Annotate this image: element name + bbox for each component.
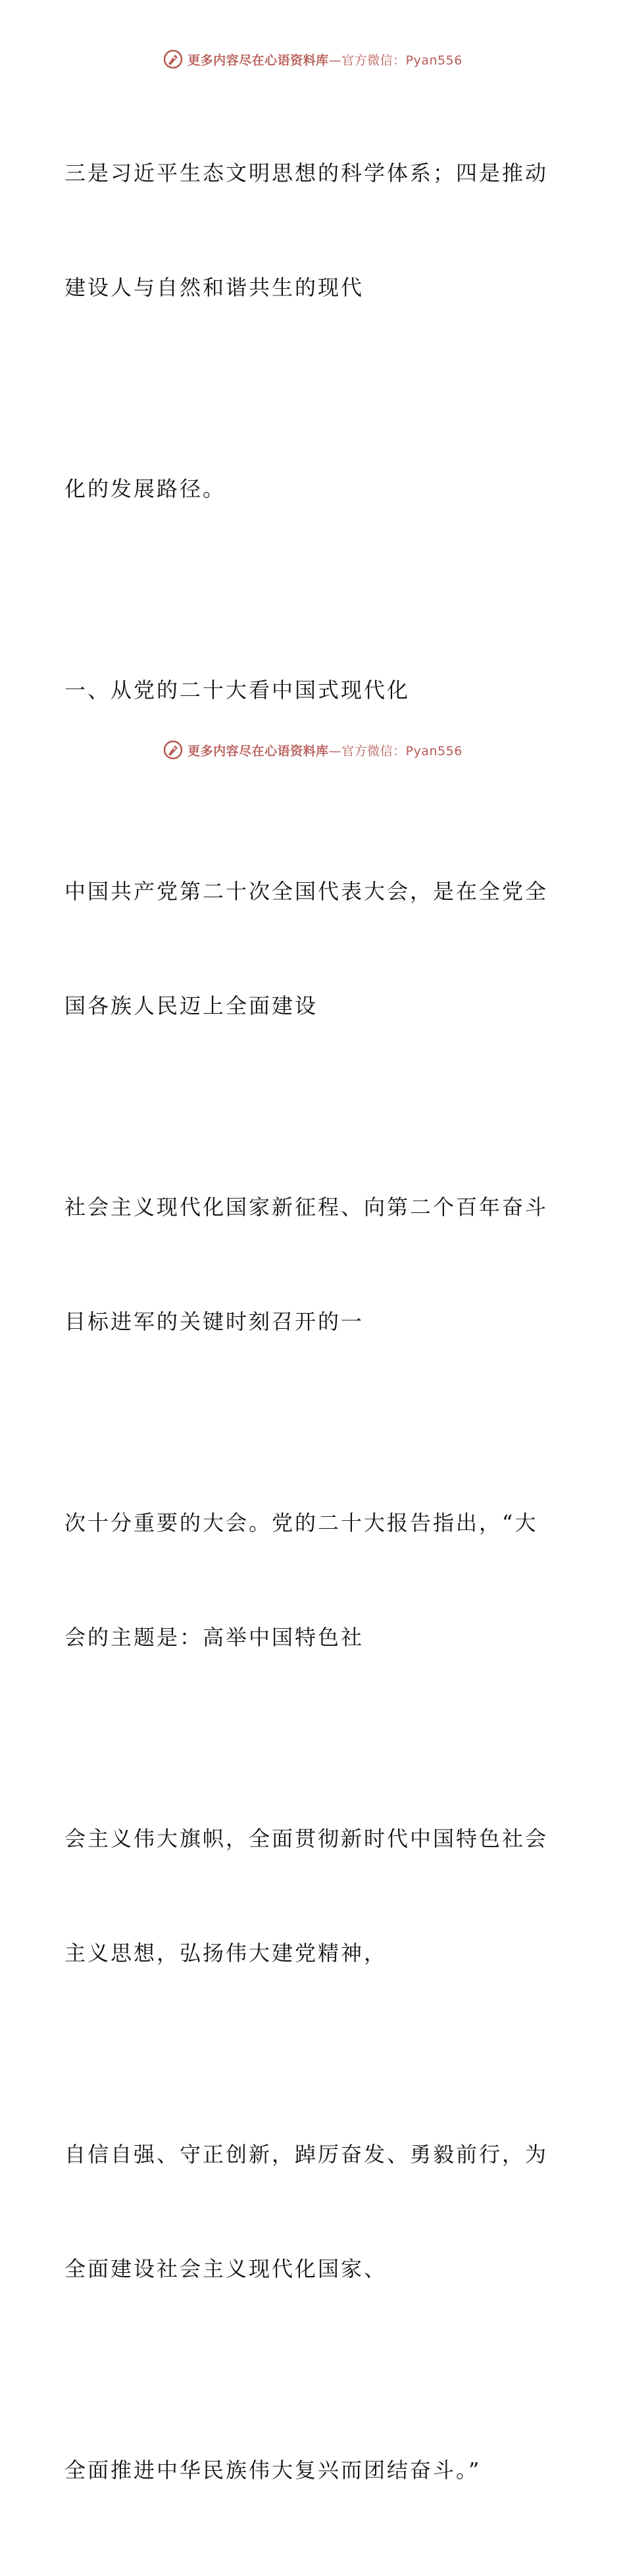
paragraph [64,1427,551,1733]
text-line: 会的主题是：高举中国特色社 [64,1625,364,1650]
watermark-text: 更多内容尽在心语资料库—官方微信：Pyan556 [188,53,463,68]
paragraph [64,2059,551,2364]
paragraph [64,78,551,383]
paragraph [64,393,551,584]
text-line: 一、从党的二十大看中国式现代化 [64,678,411,703]
text-line: 建设人与自然和谐共生的现代 [64,275,364,300]
watermark-text: 更多内容尽在心语资料库—官方微信：Pyan556 [188,743,463,758]
text-line: 目标进军的关键时刻召开的一 [64,1309,364,1334]
header-watermark [0,46,625,72]
pen-nib-logo-icon [162,49,184,70]
text-line: 社会主义现代化国家新征程、向第二个百年奋斗 [64,1195,549,1220]
text-line: 主义思想，弘扬伟大建党精神， [64,1941,388,1966]
text-line: 三是习近平生态文明思想的科学体系；四是推动 [64,161,549,186]
document-body [64,78,551,2576]
text-line: 全面推进中华民族伟大复兴而团结奋斗。” [64,2458,482,2483]
text-line: 中国共产党第二十次全国代表大会，是在全党全 [64,879,549,904]
text-line: 会主义伟大旗帜，全面贯彻新时代中国特色社会 [64,1826,549,1851]
paragraph [64,1743,551,2048]
text-line: 全面建设社会主义现代化国家、 [64,2256,388,2281]
paragraph [64,1112,551,1417]
footer-watermark [0,737,625,763]
pen-nib-logo-icon [162,739,184,760]
paragraph [64,2375,551,2565]
text-line: 国各族人民迈上全面建设 [64,993,318,1018]
paragraph [64,796,551,1101]
text-line: 次十分重要的大会。党的二十大报告指出，“大 [64,1510,538,1535]
text-line: 化的发展路径。 [64,476,226,501]
text-line: 自信自强、守正创新，踔厉奋发、勇毅前行，为 [64,2142,549,2167]
